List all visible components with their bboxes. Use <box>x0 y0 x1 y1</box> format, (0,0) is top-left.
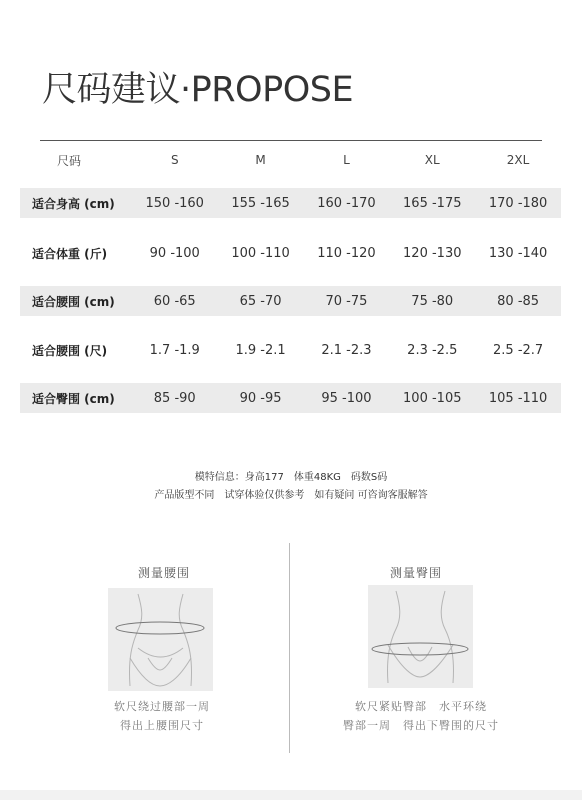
row-label: 适合身高 (cm) <box>32 196 115 211</box>
model-info: 模特信息：身高177 体重48KG 码数S码 <box>194 472 388 483</box>
table-cell: 1.9 -2.1 <box>235 342 286 358</box>
hip-measure-title: 测量臀围 <box>390 566 443 580</box>
hip-illustration-icon <box>368 585 473 688</box>
table-row <box>20 335 561 365</box>
title-divider <box>40 140 542 141</box>
header-xl: XL <box>424 153 440 167</box>
size-table-header <box>20 145 561 175</box>
table-cell: 105 -110 <box>488 390 548 406</box>
waist-measure-title: 测量腰围 <box>138 566 191 580</box>
table-cell: 120 -130 <box>403 245 462 261</box>
table-cell: 100 -105 <box>403 390 462 406</box>
table-cell: 100 -110 <box>231 245 290 261</box>
table-cell: 2.1 -2.3 <box>321 342 372 358</box>
table-cell: 2.3 -2.5 <box>407 342 458 358</box>
table-cell: 130 -140 <box>488 245 548 261</box>
table-row <box>20 188 561 218</box>
table-cell: 150 -160 <box>145 195 204 211</box>
panel-divider <box>289 543 290 753</box>
table-cell: 75 -80 <box>411 293 454 309</box>
table-row <box>20 238 561 268</box>
table-cell: 60 -65 <box>153 293 196 309</box>
row-label: 适合腰围 (cm) <box>32 294 115 309</box>
table-cell: 2.5 -2.7 <box>493 342 544 358</box>
table-cell: 165 -175 <box>403 195 462 211</box>
fit-disclaimer: 产品版型不同 试穿体验仅供参考 如有疑问 可咨询客服解答 <box>154 490 428 501</box>
table-cell: 160 -170 <box>317 195 376 211</box>
table-cell: 85 -90 <box>153 390 196 406</box>
table-row <box>20 286 561 316</box>
waist-figure <box>108 588 213 691</box>
table-cell: 90 -100 <box>149 245 200 261</box>
header-s: S <box>170 153 179 167</box>
waist-caption-line1: 软尺绕过腰部一周 <box>114 700 210 713</box>
row-label: 适合臀围 (cm) <box>32 391 115 406</box>
header-size: 尺码 <box>57 153 82 168</box>
header-l: L <box>343 153 350 167</box>
waist-caption-line2: 得出上腰围尺寸 <box>120 719 204 732</box>
hip-caption-line1: 软尺紧贴臀部 水平环绕 <box>355 700 487 713</box>
waist-illustration-icon <box>108 588 213 691</box>
row-label: 适合体重 (斤) <box>32 246 108 261</box>
table-cell: 80 -85 <box>497 293 540 309</box>
table-cell: 70 -75 <box>325 293 368 309</box>
table-cell: 155 -165 <box>231 195 290 211</box>
table-cell: 95 -100 <box>321 390 372 406</box>
table-cell: 90 -95 <box>239 390 282 406</box>
header-2xl: 2XL <box>506 153 530 167</box>
table-cell: 170 -180 <box>488 195 548 211</box>
table-row <box>20 383 561 413</box>
row-label: 适合腰围 (尺) <box>32 343 108 358</box>
header-m: M <box>255 153 266 167</box>
table-cell: 65 -70 <box>239 293 282 309</box>
bottom-band <box>0 790 582 800</box>
table-cell: 1.7 -1.9 <box>149 342 200 358</box>
hip-figure <box>368 585 473 688</box>
hip-caption-line2: 臀部一周 得出下臀围的尺寸 <box>343 719 499 732</box>
table-cell: 110 -120 <box>317 245 376 261</box>
page-title: 尺码建议·PROPOSE <box>42 70 354 110</box>
